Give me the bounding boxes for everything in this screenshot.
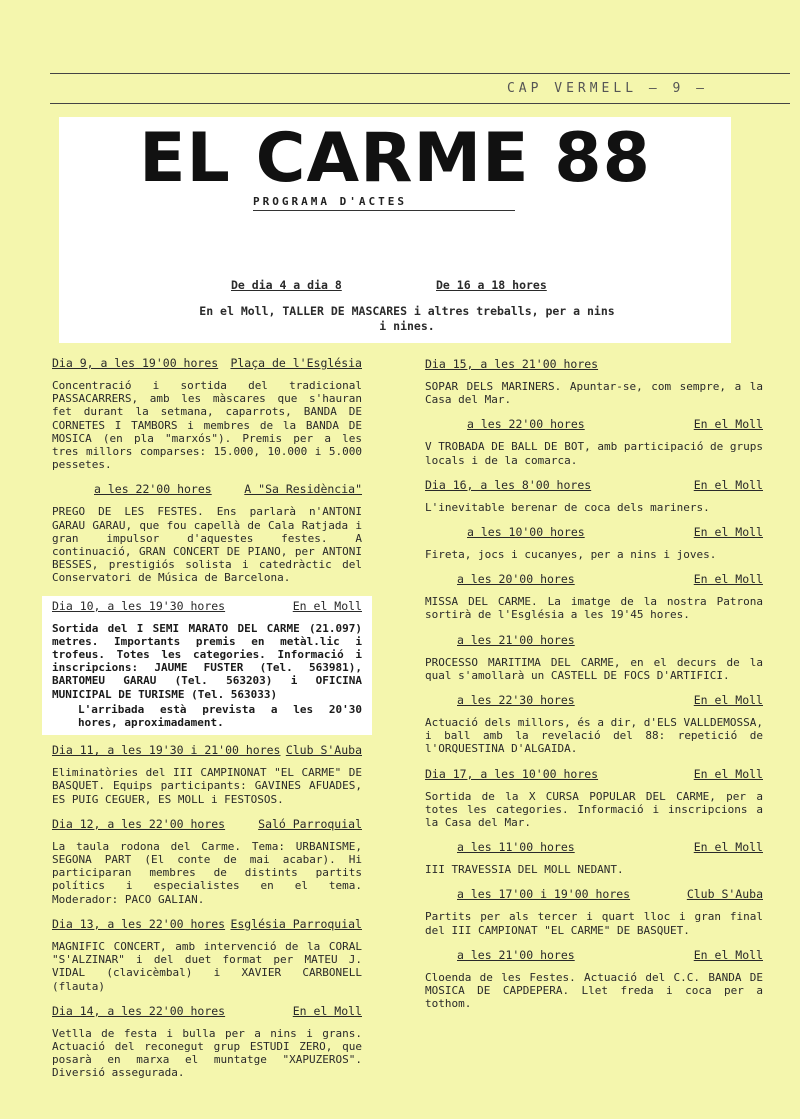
event-where: En el Moll xyxy=(693,525,763,540)
event-when: Dia 11, a les 19'30 i 21'00 hores xyxy=(52,743,281,758)
event-text: Actuació dels millors, és a dir, d'ELS VALLDEMOSSA, i ball amb la revelació del 88: repetició de l'ORQUESTINA D'ALGAIDA. xyxy=(425,716,763,756)
event-where: En el Moll xyxy=(693,840,763,855)
event-text: Eliminatòries del III CAMPINONAT "EL CARME" DE BASQUET. Equips participants: GAVINES AFUADES, ES PUIG CEGUER, ES MOLL i FESTOSOS. xyxy=(52,766,362,806)
event-where: En el Moll xyxy=(693,947,763,962)
event-text: Vetlla de festa i bulla per a nins i grans. Actuació del reconegut grup ESTUDI ZERO, que posarà en marxa el muntatge "XAPUZEROS". Diversió assegurada. xyxy=(52,1026,362,1080)
event-when: a les 22'00 hores xyxy=(467,417,585,432)
main-title: EL CARME 88 xyxy=(139,119,651,198)
event-day9 xyxy=(52,356,362,471)
event-day11 xyxy=(52,743,362,806)
header-hours: De 16 a 18 hores xyxy=(436,278,547,292)
event-when: Dia 16, a les 8'00 hores xyxy=(425,477,592,492)
event-heading xyxy=(425,887,763,901)
event-heading xyxy=(425,633,763,647)
event-day15 xyxy=(425,357,763,406)
event-text: Concentració i sortida del tradicional PASSACARRERS, amb les màscares que s'hauran fet durant la setmana, caparrots, BANDA DE CORNETES I TAMBORS i membres de la BANDA DE MOSICA (en pla "marxós"). Premis per a les tres millors comparses: 15.000, 10.000 i 5.000 pessetes. xyxy=(52,379,362,472)
header-rule xyxy=(50,103,790,104)
event-text: MISSA DEL CARME. La imatge de la nostra Patrona sortirà de l'Església a les 19'45 hores. xyxy=(425,595,763,622)
event-heading xyxy=(425,417,763,431)
event-heading xyxy=(425,357,763,371)
event-heading xyxy=(52,482,362,496)
event-note: L'arribada està prevista a les 20'30 hores, aproximadament. xyxy=(78,702,362,730)
event-heading xyxy=(425,767,763,781)
event-when: a les 20'00 hores xyxy=(457,572,575,587)
event-where: Església Parroquial xyxy=(230,916,362,931)
event-text: Sortida de la X CURSA POPULAR DEL CARME, per a totes les categories. Informació i inscripcions a la Casa del Mar. xyxy=(425,789,763,830)
event-when: a les 11'00 hores xyxy=(457,840,575,855)
event-where: En el Moll xyxy=(693,417,763,432)
event-when: a les 10'00 hores xyxy=(467,525,585,540)
event-day14 xyxy=(52,1004,362,1080)
header-dates: De dia 4 a dia 8 xyxy=(231,278,342,292)
event-day17 xyxy=(425,767,763,830)
event-where: Club S'Auba xyxy=(686,887,763,902)
event-heading xyxy=(52,743,362,757)
event-where: En el Moll xyxy=(693,572,763,587)
event-where: En el Moll xyxy=(693,693,763,708)
event-where: En el Moll xyxy=(693,766,763,781)
event-day17-b xyxy=(425,840,763,876)
event-day16-e xyxy=(425,693,763,756)
event-when: Dia 12, a les 22'00 hores xyxy=(52,816,226,831)
event-where: En el Moll xyxy=(693,477,763,492)
event-when: Dia 14, a les 22'00 hores xyxy=(52,1003,226,1018)
event-heading xyxy=(52,1004,362,1018)
event-day16-b xyxy=(425,525,763,561)
event-day15-b xyxy=(425,417,763,466)
event-heading xyxy=(425,572,763,586)
header-box xyxy=(59,117,731,343)
event-where: Club S'Auba xyxy=(285,743,362,758)
event-day16-d xyxy=(425,633,763,682)
event-day17-d xyxy=(425,948,763,1011)
event-heading xyxy=(425,478,763,492)
event-where: En el Moll xyxy=(292,1003,362,1018)
event-when: Dia 17, a les 10'00 hores xyxy=(425,766,599,781)
event-where: A "Sa Residència" xyxy=(244,482,362,497)
header-description: En el Moll, TALLER DE MASCARES i altres treballs, per a nins i nines. xyxy=(199,304,615,333)
left-column xyxy=(52,356,362,1091)
event-text: MAGNIFIC CONCERT, amb intervenció de la CORAL "S'ALZINAR" i del duet format per MATEU J. VIDAL (clavicèmbal) i XAVIER CARBONELL (flauta) xyxy=(52,939,362,993)
event-text: V TROBADA DE BALL DE BOT, amb participació de grups locals i de la comarca. xyxy=(425,440,763,467)
event-day9-b xyxy=(52,482,362,584)
event-text: III TRAVESSIA DEL MOLL NEDANT. xyxy=(425,863,624,877)
event-text: Fireta, jocs i cucanyes, per a nins i joves. xyxy=(425,548,717,562)
top-rule xyxy=(50,73,790,74)
event-heading xyxy=(425,948,763,962)
event-when: a les 21'00 hores xyxy=(457,632,575,647)
event-when: Dia 9, a les 19'00 hores xyxy=(52,356,219,370)
event-heading xyxy=(425,693,763,707)
event-when: a les 21'00 hores xyxy=(457,947,575,962)
event-when: Dia 10, a les 19'30 hores xyxy=(52,598,226,613)
event-heading xyxy=(52,817,362,831)
event-day10 xyxy=(42,596,372,736)
event-text: SOPAR DELS MARINERS. Apuntar-se, com sempre, a la Casa del Mar. xyxy=(425,380,763,407)
event-when: Dia 13, a les 22'00 hores xyxy=(52,916,226,931)
event-when: a les 22'00 hores xyxy=(94,482,212,497)
event-day16 xyxy=(425,478,763,514)
event-text: L'inevitable berenar de coca dels mariners. xyxy=(425,500,710,514)
event-when: a les 17'00 i 19'00 hores xyxy=(457,887,631,902)
event-when: a les 22'30 hores xyxy=(457,693,575,708)
event-text: PREGO DE LES FESTES. Ens parlarà n'ANTONI GARAU GARAU, que fou capellà de Cala Ratjada i gran impulsor d'aquestes festes. A continuació, GRAN CONCERT DE PIANO, per ANTONI BESSES, prestigiós solista i catedràctic del Conservatori de Música de Barcelona. xyxy=(52,505,362,585)
event-text: Sortida del I SEMI MARATO DEL CARME (21.097) metres. Importants premis en metàl.lic i trofeus. Totes les categories. Informació i inscripcions: JAUME FUSTER (Tel. 563981), BARTOMEU GARAU (Tel. 563203) i OFICINA MUNICIPAL DE TURISME (Tel. 563033) xyxy=(52,621,362,701)
event-text: Partits per als tercer i quart lloc i gran final del III CAMPIONAT "EL CARME" DE BASQUET. xyxy=(425,910,763,937)
subtitle xyxy=(253,195,515,211)
right-column xyxy=(425,357,763,1021)
event-text: Cloenda de les Festes. Actuació del C.C. BANDA DE MOSICA DE CAPDEPERA. Llet freda i coca per a tothom. xyxy=(425,970,763,1011)
event-heading xyxy=(425,840,763,854)
event-text: PROCESSO MARITIMA DEL CARME, en el decurs de la qual s'amollarà un CASTELL DE FOCS D'ARTIFICI. xyxy=(425,655,763,682)
event-where: En el Moll xyxy=(292,598,362,613)
event-day13 xyxy=(52,917,362,993)
event-where: Saló Parroquial xyxy=(258,816,362,831)
event-day17-c xyxy=(425,887,763,936)
subtitle-text: PROGRAMA D'ACTES xyxy=(253,195,407,208)
event-heading xyxy=(52,917,362,931)
running-head: CAP VERMELL — 9 — xyxy=(506,81,708,96)
event-heading xyxy=(52,599,362,613)
event-where: Plaça de l'Església xyxy=(230,356,362,370)
event-day12 xyxy=(52,817,362,906)
event-heading xyxy=(52,356,362,370)
event-heading xyxy=(425,525,763,539)
event-text: La taula rodona del Carme. Tema: URBANISME, SEGONA PART (El conte de mai acabar). Hi participaran membres de distints partits polítics i especialistes en el tema. Moderador: PACO GALIAN. xyxy=(52,839,362,906)
event-day16-c xyxy=(425,572,763,621)
event-when: Dia 15, a les 21'00 hores xyxy=(425,357,599,371)
